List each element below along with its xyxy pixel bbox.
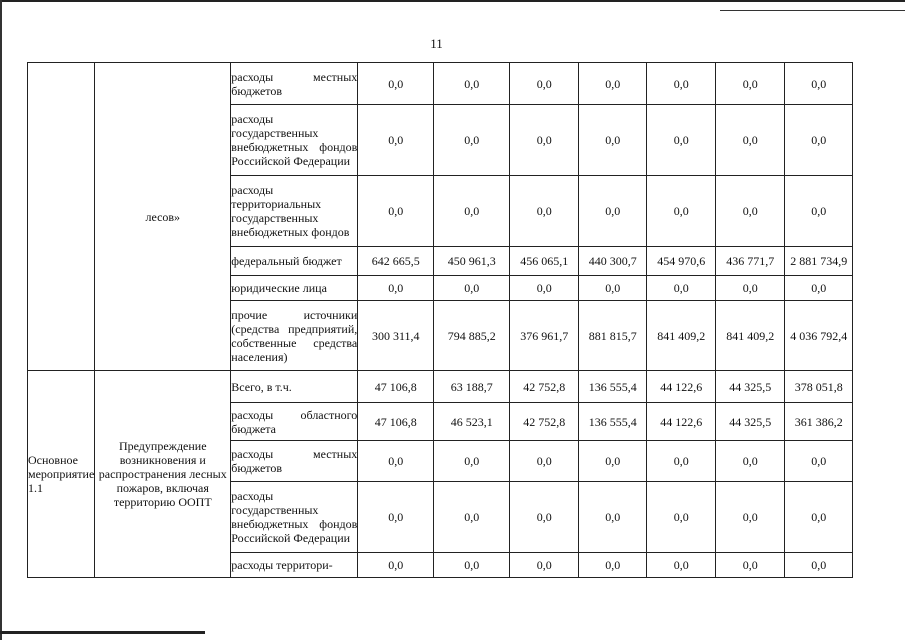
amount-cell: 841 409,2 xyxy=(647,301,716,371)
funding-source-cell: расходы местных бюджетов xyxy=(231,441,358,482)
amount-cell: 42 752,8 xyxy=(510,403,579,441)
amount-cell: 0,0 xyxy=(358,441,434,482)
amount-cell: 44 325,5 xyxy=(716,371,785,403)
amount-cell: 0,0 xyxy=(647,276,716,301)
amount-cell: 0,0 xyxy=(434,276,510,301)
amount-cell: 0,0 xyxy=(647,176,716,247)
amount-cell: 0,0 xyxy=(510,276,579,301)
amount-cell: 0,0 xyxy=(510,553,579,578)
amount-cell: 0,0 xyxy=(510,105,579,176)
amount-cell: 0,0 xyxy=(647,105,716,176)
budget-table xyxy=(27,62,853,578)
amount-cell: 0,0 xyxy=(434,482,510,553)
amount-cell: 0,0 xyxy=(579,105,647,176)
amount-cell: 0,0 xyxy=(579,553,647,578)
amount-cell: 0,0 xyxy=(647,63,716,105)
amount-cell: 0,0 xyxy=(647,482,716,553)
amount-cell: 0,0 xyxy=(785,553,853,578)
event-number-cell xyxy=(28,63,95,371)
funding-source-cell: федеральный бюджет xyxy=(231,247,358,276)
amount-cell: 0,0 xyxy=(358,176,434,247)
amount-cell: 44 122,6 xyxy=(647,403,716,441)
amount-cell: 0,0 xyxy=(647,441,716,482)
amount-cell: 44 122,6 xyxy=(647,371,716,403)
amount-cell: 0,0 xyxy=(434,63,510,105)
funding-source-cell: прочие источники (средства предприятий, собственные средства населения) xyxy=(231,301,358,371)
funding-source-cell: расходы территори- xyxy=(231,553,358,578)
amount-cell: 376 961,7 xyxy=(510,301,579,371)
amount-cell: 642 665,5 xyxy=(358,247,434,276)
amount-cell: 436 771,7 xyxy=(716,247,785,276)
amount-cell: 0,0 xyxy=(579,441,647,482)
event-name-cell: лесов» xyxy=(95,63,231,371)
amount-cell: 63 188,7 xyxy=(434,371,510,403)
amount-cell: 300 311,4 xyxy=(358,301,434,371)
table-row xyxy=(28,371,853,403)
amount-cell: 0,0 xyxy=(434,176,510,247)
amount-cell: 450 961,3 xyxy=(434,247,510,276)
amount-cell: 0,0 xyxy=(716,63,785,105)
amount-cell: 0,0 xyxy=(579,276,647,301)
amount-cell: 0,0 xyxy=(785,176,853,247)
page-number: 11 xyxy=(430,36,443,51)
scan-edge-top-right xyxy=(720,10,905,11)
funding-source-cell: расходы местных бюджетов xyxy=(231,63,358,105)
amount-cell: 0,0 xyxy=(716,482,785,553)
amount-cell: 0,0 xyxy=(785,276,853,301)
event-number-cell: Основное мероприятие 1.1 xyxy=(28,371,95,578)
funding-source-cell: расходы государственных внебюджетных фондов Российской Федерации xyxy=(231,105,358,176)
amount-cell: 0,0 xyxy=(716,276,785,301)
funding-source-cell: юридические лица xyxy=(231,276,358,301)
amount-cell: 0,0 xyxy=(579,176,647,247)
amount-cell: 0,0 xyxy=(716,553,785,578)
amount-cell: 0,0 xyxy=(434,441,510,482)
funding-source-cell: расходы областного бюджета xyxy=(231,403,358,441)
amount-cell: 44 325,5 xyxy=(716,403,785,441)
amount-cell: 0,0 xyxy=(785,441,853,482)
scan-edge-top xyxy=(0,0,905,2)
amount-cell: 0,0 xyxy=(579,63,647,105)
amount-cell: 794 885,2 xyxy=(434,301,510,371)
amount-cell: 0,0 xyxy=(716,441,785,482)
amount-cell: 0,0 xyxy=(510,63,579,105)
amount-cell: 0,0 xyxy=(716,176,785,247)
amount-cell: 841 409,2 xyxy=(716,301,785,371)
scan-edge-bottom xyxy=(0,631,205,634)
amount-cell: 47 106,8 xyxy=(358,371,434,403)
amount-cell: 0,0 xyxy=(358,276,434,301)
amount-cell: 0,0 xyxy=(716,105,785,176)
amount-cell: 0,0 xyxy=(510,176,579,247)
amount-cell: 0,0 xyxy=(358,63,434,105)
amount-cell: 136 555,4 xyxy=(579,403,647,441)
amount-cell: 136 555,4 xyxy=(579,371,647,403)
amount-cell: 0,0 xyxy=(358,482,434,553)
amount-cell: 4 036 792,4 xyxy=(785,301,853,371)
scan-edge-left xyxy=(0,0,2,640)
amount-cell: 881 815,7 xyxy=(579,301,647,371)
funding-source-cell: Всего, в т.ч. xyxy=(231,371,358,403)
amount-cell: 0,0 xyxy=(647,553,716,578)
amount-cell: 0,0 xyxy=(785,482,853,553)
funding-source-cell: расходы государственных внебюджетных фондов Российской Федерации xyxy=(231,482,358,553)
amount-cell: 47 106,8 xyxy=(358,403,434,441)
amount-cell: 0,0 xyxy=(579,482,647,553)
amount-cell: 42 752,8 xyxy=(510,371,579,403)
amount-cell: 0,0 xyxy=(510,441,579,482)
amount-cell: 0,0 xyxy=(358,553,434,578)
amount-cell: 456 065,1 xyxy=(510,247,579,276)
amount-cell: 0,0 xyxy=(510,482,579,553)
event-name-cell: Предупреждение возникновения и распространения лесных пожаров, включая территорию ООПТ xyxy=(95,371,231,578)
amount-cell: 0,0 xyxy=(358,105,434,176)
amount-cell: 0,0 xyxy=(785,63,853,105)
amount-cell: 454 970,6 xyxy=(647,247,716,276)
amount-cell: 0,0 xyxy=(434,553,510,578)
amount-cell: 440 300,7 xyxy=(579,247,647,276)
funding-source-cell: расходы территориальных государственных внебюджетных фондов xyxy=(231,176,358,247)
amount-cell: 46 523,1 xyxy=(434,403,510,441)
amount-cell: 0,0 xyxy=(785,105,853,176)
amount-cell: 361 386,2 xyxy=(785,403,853,441)
amount-cell: 0,0 xyxy=(434,105,510,176)
amount-cell: 378 051,8 xyxy=(785,371,853,403)
amount-cell: 2 881 734,9 xyxy=(785,247,853,276)
table-row xyxy=(28,63,853,105)
